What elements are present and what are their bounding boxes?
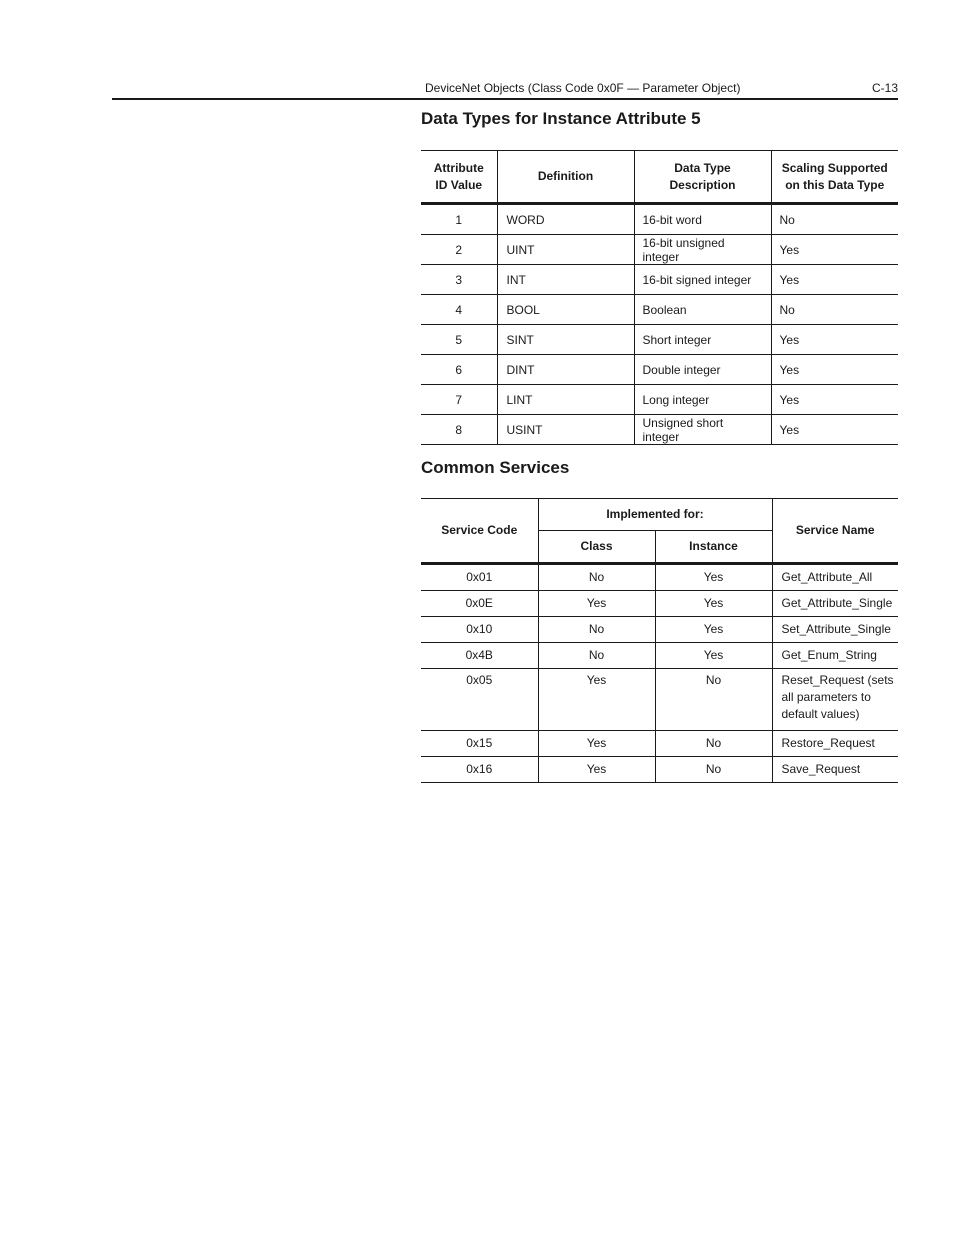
class-cell: Yes	[538, 591, 655, 617]
scaling-cell: Yes	[771, 385, 898, 415]
page-number: C-13	[871, 81, 898, 95]
data-types-heading: Data Types for Instance Attribute 5	[421, 109, 701, 128]
col-header-description	[634, 151, 771, 204]
table-row	[421, 204, 898, 235]
common-services-heading: Common Services	[421, 458, 570, 477]
table-header-row	[421, 499, 898, 531]
col-header-scaling-line2: on this Data Type	[785, 177, 885, 192]
definition-cell: WORD	[497, 204, 634, 235]
description-cell: Long integer	[634, 385, 771, 415]
description-cell: Double integer	[634, 355, 771, 385]
description-cell: 16-bit word	[634, 204, 771, 235]
table-row	[421, 731, 898, 757]
class-cell: No	[538, 617, 655, 643]
service-code-cell: 0x16	[421, 757, 538, 783]
table-row	[421, 385, 898, 415]
service-name-cell: Get_Enum_String	[772, 643, 898, 669]
definition-cell: UINT	[497, 235, 634, 265]
definition-cell: BOOL	[497, 295, 634, 325]
instance-cell: No	[655, 757, 772, 783]
service-code-cell: 0x05	[421, 669, 538, 731]
scaling-cell: Yes	[771, 355, 898, 385]
description-cell: Short integer	[634, 325, 771, 355]
col-header-attribute-id-line1: Attribute	[433, 160, 484, 175]
col-header-instance: Instance	[655, 531, 772, 564]
description-cell: 16-bit unsigned integer	[634, 235, 771, 265]
scaling-cell: No	[771, 204, 898, 235]
definition-cell: USINT	[497, 415, 634, 445]
attribute-id-cell: 3	[421, 265, 497, 295]
service-code-cell: 0x0E	[421, 591, 538, 617]
col-header-attribute-id	[421, 151, 497, 204]
instance-cell: No	[655, 731, 772, 757]
col-header-service-code: Service Code	[421, 499, 538, 564]
class-cell: Yes	[538, 757, 655, 783]
service-name-cell: Get_Attribute_Single	[772, 591, 898, 617]
col-header-scaling-line1: Scaling Supported	[781, 160, 888, 175]
service-code-cell: 0x15	[421, 731, 538, 757]
instance-cell: Yes	[655, 643, 772, 669]
scaling-cell: No	[771, 295, 898, 325]
table-row	[421, 235, 898, 265]
attribute-id-cell: 4	[421, 295, 497, 325]
service-code-cell: 0x10	[421, 617, 538, 643]
instance-cell: No	[655, 669, 772, 731]
table-row	[421, 669, 898, 731]
col-header-implemented-for: Implemented for:	[538, 499, 772, 531]
scaling-cell: Yes	[771, 325, 898, 355]
attribute-id-cell: 8	[421, 415, 497, 445]
service-name-cell: Set_Attribute_Single	[772, 617, 898, 643]
definition-cell: LINT	[497, 385, 634, 415]
col-header-attribute-id-line2: ID Value	[435, 177, 483, 192]
table-header-row	[421, 151, 898, 204]
table-row	[421, 355, 898, 385]
table-row	[421, 757, 898, 783]
col-header-description-line2: Description	[669, 177, 736, 192]
attribute-id-cell: 5	[421, 325, 497, 355]
service-name-cell: Save_Request	[772, 757, 898, 783]
service-name-cell: Reset_Request (sets all parameters to default values)	[772, 669, 898, 731]
table-row	[421, 415, 898, 445]
instance-cell: Yes	[655, 591, 772, 617]
running-head-title: DeviceNet Objects (Class Code 0x0F — Parameter Object)	[425, 81, 741, 95]
scaling-cell: Yes	[771, 235, 898, 265]
definition-cell: INT	[497, 265, 634, 295]
table-row	[421, 295, 898, 325]
common-services-table	[421, 498, 898, 783]
attribute-id-cell: 6	[421, 355, 497, 385]
description-cell: Unsigned short integer	[634, 415, 771, 445]
header-rule	[112, 98, 898, 100]
description-cell: Boolean	[634, 295, 771, 325]
col-header-service-name: Service Name	[772, 499, 898, 564]
attribute-id-cell: 7	[421, 385, 497, 415]
scaling-cell: Yes	[771, 415, 898, 445]
table-row	[421, 325, 898, 355]
class-cell: No	[538, 564, 655, 591]
data-types-table	[421, 150, 898, 445]
instance-cell: Yes	[655, 617, 772, 643]
attribute-id-cell: 2	[421, 235, 497, 265]
attribute-id-cell: 1	[421, 204, 497, 235]
instance-cell: Yes	[655, 564, 772, 591]
table-row	[421, 617, 898, 643]
service-name-cell: Restore_Request	[772, 731, 898, 757]
col-header-description-line1: Data Type	[674, 160, 731, 175]
col-header-class: Class	[538, 531, 655, 564]
table-row	[421, 643, 898, 669]
class-cell: No	[538, 643, 655, 669]
table-row	[421, 591, 898, 617]
class-cell: Yes	[538, 669, 655, 731]
service-code-cell: 0x01	[421, 564, 538, 591]
scaling-cell: Yes	[771, 265, 898, 295]
class-cell: Yes	[538, 731, 655, 757]
definition-cell: SINT	[497, 325, 634, 355]
col-header-definition: Definition	[497, 151, 634, 204]
table-row	[421, 564, 898, 591]
definition-cell: DINT	[497, 355, 634, 385]
description-cell: 16-bit signed integer	[634, 265, 771, 295]
service-code-cell: 0x4B	[421, 643, 538, 669]
table-row	[421, 265, 898, 295]
col-header-scaling	[771, 151, 898, 204]
service-name-cell: Get_Attribute_All	[772, 564, 898, 591]
